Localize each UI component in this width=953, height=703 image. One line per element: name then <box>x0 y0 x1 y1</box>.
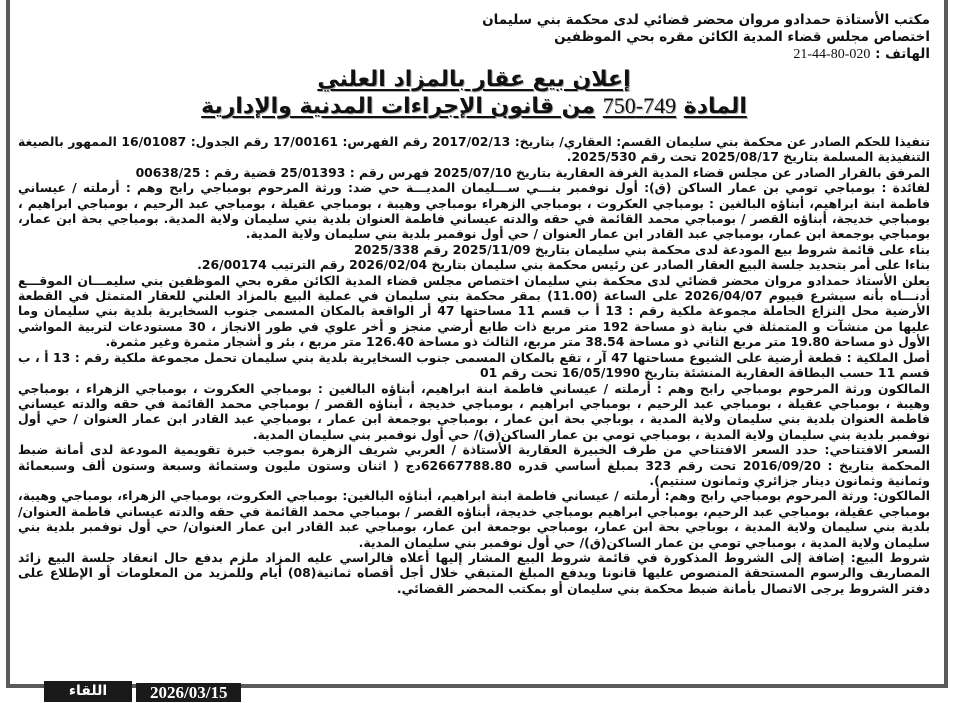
office-name: مكتب الأستاذة حمدادو مروان محضر قضائي لدى محكمة بني سليمان <box>482 12 930 28</box>
sale-conditions-deposit-paragraph: بناء على قائمة شروط بيع المودعة لدى محكمة بني سليمان بتاريخ 2025/11/09 رقم 2025/338 <box>354 241 930 257</box>
office-jurisdiction: اختصاص مجلس قضاء المدية الكائن مقره بحي الموظفين <box>554 29 930 45</box>
title-article-prefix: المادة <box>683 94 747 119</box>
title-line-1: إعلان بيع عقار بالمزاد العلني <box>317 67 631 92</box>
sale-notice-paragraph: يعلن الأستاذ حمدادو مروان محضر قضائي لدى محكمة بني سليمان اختصاص مجلس قضاء المدية الكائن مقره بحي الموظفين بني سليمـــان الموقـــع أدنـــاه بأنه سيشرع فييوم 2026/04/07 على الساعة (11.00) بمقر محكمة بني سليمان في عملية البيع بالمزاد العلني للعقار المتمثل في القطعة الأرضية محل النزاع الحاملة مجموعة ملكية رقم : 13 أ ب قسم 11 مساحتها 47 أر الواقعة بالمكان المسمى جنوب السخايرية بلدية بني سليمان وما عليها من منشآت و المتمثلة في بناية ذو مساحة 192 متر مربع ذات طابع أرضي منجز و أخر علوي في طور الانجاز ، 30 مستودعات لتربية المواشي الأول ذو مساحة 19.80 متر مربع الثاني ذو مساحة 38.54 متر مربع، الثالث ذو مساحة 126.40 متر مربع ، بئر و أشجار مثمرة وغير مثمرة. <box>18 272 930 350</box>
opening-price-paragraph: السعر الافتتاحي: حدد السعر الافتتاحي من طرف الخبيرة العقارية الأستاذة / العربي شريف الزهرة بموجب خبرة تقويمية المودعة لدى أمانة ضبط المحكمة بتاريخ : 2016/09/20 تحت رقم 323 بمبلغ أساسي قدره 62667788.80دج ( اثنان وستون مليون وستمائة وسبعة وستون ألف وسبعمائة وثمانية وثمانون دينار جزائري وثمانون سنتيم). <box>18 442 930 488</box>
title-article-numbers: 749-750 <box>602 93 677 118</box>
judgment-paragraph: تنفيذا للحكم الصادر عن محكمة بني سليمان القسم: العقاري/ بتاريخ: 2017/02/13 رقم الفهرس: 17/00161 رقم الجدول: 16/01087 الممهور بالصيغة التنفيذية المسلمة بتاريخ 2025/08/17 تحت رقم 2025/530. <box>18 134 930 165</box>
sale-terms-paragraph: شروط البيع: إضافة إلى الشروط المذكورة في قائمة شروط البيع المشار إليها أعلاه فالراسي عليه المزاد ملزم بدفع حال انعقاد جلسة البيع زائد المصاريف والرسوم المستحقة المنصوص عليها قانونا ويدفع المبلغ المتبقي خلال أجل أقصاه ثمانية(08) أيام وللمزيد من المعلومات أو الإطلاع على دفتر الشروط يرجى الاتصال بأمانة ضبط محكمة بني سليمان أو بمكتب المحضر القضائي. <box>18 549 930 596</box>
announcement-frame <box>6 0 948 688</box>
phone-number: 020-80-44-21 <box>793 47 871 62</box>
announcement-content <box>18 4 930 684</box>
owners-repeat-paragraph: المالكون: ورثة المرحوم بومباجي رابح وهم: أرملته / عيساني فاطمة ابنة ابراهيم، أبناؤه البالغين: بومباجي العكروت، بومباجي الزهراء، بومباجي وهيبة، بومباجي عقيلة، بومباجي عبد الرحيم، بومباجي ابراهيم بومباجي خديجة، أبناؤه القصر / بومباجي محمد القائمة في حقه والدته عيساني فاطمة العنوان/ بلدية بني سليمان ولاية المدية ، بوباجي بحة ابن عمار، بومباجي بوجمعة ابن عمار، بومباجي عبد القادر ابن عمار العنوان/ حي أول نوفمبر بلدية بني سليمان ولاية المدية ، بومباجي تومي بن عمار الساكن(ق)/ حي أول نوفمبر بني سليمان المدية. <box>18 488 930 550</box>
appeal-decision-paragraph: المرفق بالقرار الصادر عن مجلس قضاء المدية الغرفة العقارية بتاريخ 2025/07/10 فهرس رقم : 25/01393 قضية رقم : 00638/25 <box>135 164 930 180</box>
publication-date: 2026/03/15 <box>136 683 241 702</box>
session-order-paragraph: بناءا على أمر بتحديد جلسة البيع العقار الصادر عن رئيس محكمة بني سليمان بتاريخ 2026/02/04 رقم الترتيب 26/00174. <box>197 257 930 273</box>
parties-paragraph: لفائدة : بومباجي تومي بن عمار الساكن (ق): أول نوفمبر بنـــي ســـليمان المديـــة حي ضد: ورثة المرحوم بومباجي رابح وهم : أرملته / عيساني فاطمة ابنة ابراهيم، أبناؤه البالغين : بومباجي العكروت ، بومباجي الزهراء بومباجي وهيبة ، بومباجي عقيلة ، بومباجي عبد الرحيم ، بومباجي ابراهيم ، بومباجي خديجة، أبناؤه القصر / بومباجي محمد القائمة في حقه والدته عيساني فاطمة العنوان بلدية بني سليمان ولاية المدية. بومباجي بحة ابن عمار، بومباجي بوجمعة ابن عمار، بومباجي عبد القادر ابن عمار العنوان / حي أول نوفمبر بلدية بني سليمان ولاية المدية. <box>18 180 930 242</box>
phone-label: الهاتف : <box>875 46 930 62</box>
title-article-suffix: من قانون الإجراءات المدنية والإدارية <box>201 94 596 119</box>
announcement-body <box>18 134 930 596</box>
office-header <box>18 12 930 63</box>
publication-footer <box>44 681 241 702</box>
office-phone-line <box>18 46 930 63</box>
ownership-origin-paragraph: أصل الملكية : قطعة أرضية على الشيوع مساحتها 47 آر ، تقع بالمكان المسمى جنوب السخايرية بلدية بني سليمان تحمل مجموعة ملكية رقم : 13 أ ، ب قسم 11 حسب البطاقة العقارية المنشئة بتاريخ 16/05/1990 تحت رقم 01 <box>18 349 931 381</box>
announcement-title <box>18 67 930 120</box>
publication-name: اللقاء <box>44 681 132 702</box>
owners-paragraph: المالكون ورثة المرحوم بومباجي رابح وهم : أرملته / عيساني فاطمة ابنة ابراهيم، أبناؤه البالغين : بومباجي العكروت ، بومباجي الزهراء ، بومباجي وهيبة ، بومباجي عقيلة ، بومباجي عبد الرحيم ، بومباجي ابراهيم ، بومباجي خديجة ، أبناؤه القصر / بومباجي محمد القائمة في حقه والدته عيساني فاطمة العنوان بلدية بني سليمان ولاية المدية ، بوباجي بحة ابن عمار ، بومباجي بوجمعة ابن عمار ، بومباجي عبد القادر ابن عمار العنوان / حي أول نوفمبر بلدية بني سليمان ولاية المدية ، بومباجي تومي بن عمار الساكن(ق)/ حي أول نوفمبر بني سليمان المدية. <box>18 380 930 442</box>
